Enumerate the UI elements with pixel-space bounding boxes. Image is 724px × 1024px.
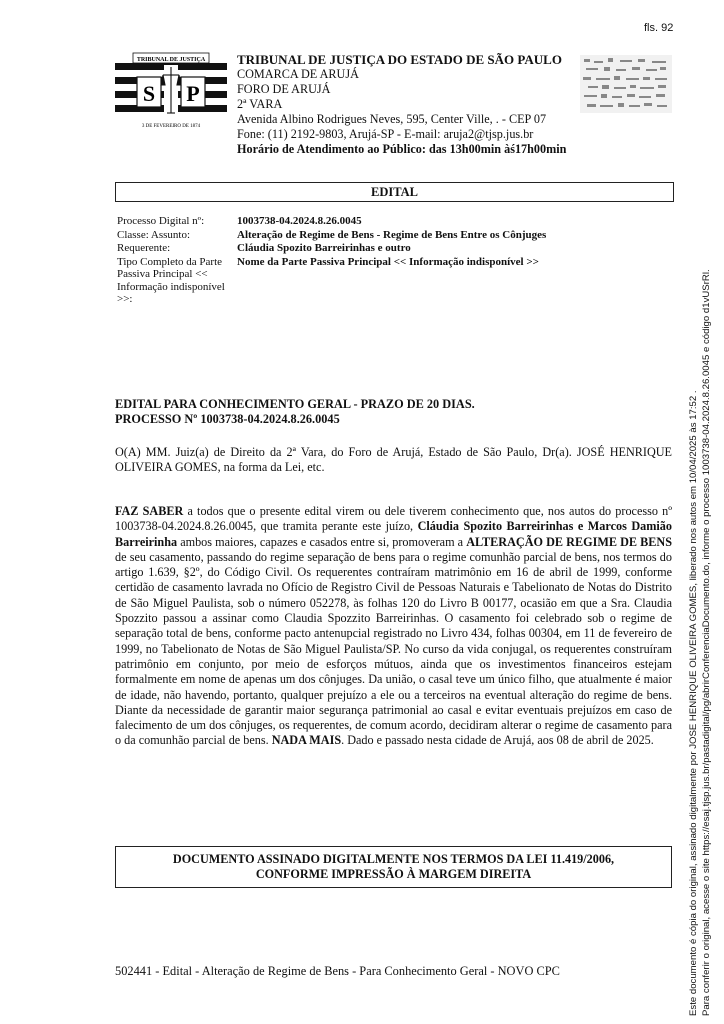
body-text-1: a todos que o presente edital virem ou dele tiverem conhecimento que, nos autos do processo nº 1003738-04.2024.8.26.0045, que tramita perante este juízo, bbox=[115, 504, 673, 534]
info-row bbox=[117, 229, 672, 242]
scales-icon bbox=[161, 65, 181, 115]
info-value: Alteração de Regime de Bens - Regime de Bens Entre os Cônjuges bbox=[237, 228, 547, 241]
seal-letter-s: S bbox=[142, 81, 156, 106]
seal-date: 3 DE FEVEREIRO DE 1874 bbox=[141, 124, 201, 129]
info-label: Processo Digital nº: bbox=[117, 215, 205, 227]
info-value: 1003738-04.2024.8.26.0045 bbox=[237, 215, 362, 227]
address: Avenida Albino Rodrigues Neves, 595, Center Ville, . - CEP 07 bbox=[237, 112, 547, 126]
info-row bbox=[117, 242, 672, 255]
court-name: TRIBUNAL DE JUSTIÇA DO ESTADO DE SÃO PAULO bbox=[237, 52, 562, 67]
court-header bbox=[237, 52, 617, 157]
info-value: Cláudia Spozito Barreirinhas e outro bbox=[237, 242, 411, 254]
faz-saber: FAZ SABER bbox=[115, 504, 184, 518]
body-text-3: de seu casamento, passando do regime separação de bens para o regime comunhão parcial de bens, nos termos do artigo 1.639, §2º, do Código Civil. Os requerentes contraíram matrimônio em 16 de abril de 1999, conforme certidão de casamento lavrada no Ofício de Registro Civil de Pessoas Naturais e Tabelionato de Notas do Distrito de São Miguel Paulista, sob o número 052278, às folhas 120 do Livro B 00177, ocasião em que a Sra. Claudia Spozzito passou a assinar como Claudia Spozzito Barreirinhas. O casamento foi celebrado sob o regime de separação total de bens, conforme pacto antenupcial registrado no Livro 434, folhas 00304, em 11 de fevereiro de 1999, no Tabelionato de Notas de São Miguel Paulista/SP. No curso da vida conjugal, os requerentes construíram patrimônio em conjunto, por meio de esforços mútuos, ainda que os investimentos financeiros estejam formalmente em nome de apenas um dos cônjuges. Da união, o casal teve um único filho, que atualmente é maior de idade, não havendo, portanto, qualquer prejuízo a ele ou a terceiros na eventual alteração do regime de bens. Diante da necessidade de garantir maior segurança patrimonial ao casal e evitar eventuais prejuízos em caso de falecimento de um dos cônjuges, os requerentes, de comum acordo, decidiram alterar o regime de casamento para o da comunhão parcial de bens. bbox=[115, 549, 672, 748]
qr-code-icon bbox=[580, 55, 672, 113]
body-text-2: ambos maiores, capazes e casados entre si, promoveram a bbox=[177, 534, 467, 549]
heading-line-2: PROCESSO Nº 1003738-04.2024.8.26.0045 bbox=[115, 412, 340, 426]
foro: FORO DE ARUJÁ bbox=[237, 82, 331, 96]
side-note-line-2: Para conferir o original, acesse o site https://esaj.tjsp.jus.br/pastadigital/pg/abrirConferenciaDocumento.do, informe o processo 1003738-04.2024.8.26.0045 e código d1vUSrRl. bbox=[700, 269, 712, 1016]
body-text-4: . Dado e passado nesta cidade de Arujá, aos 08 de abril de 2025. bbox=[341, 733, 654, 748]
page-number: fls. 92 bbox=[644, 22, 674, 34]
edital-title: EDITAL bbox=[115, 182, 674, 202]
info-row bbox=[117, 215, 672, 228]
seal-banner-text: TRIBUNAL DE JUSTIÇA bbox=[136, 57, 206, 63]
office-hours: Horário de Atendimento ao Público: das 13h00min àś17h00min bbox=[237, 142, 567, 156]
side-note-line-1: Este documento é cópia do original, assinado digitalmente por JOSE HENRIQUE OLIVEIRA GOMES, liberado nos autos em 10/04/2025 às 17:52 . bbox=[688, 390, 699, 1016]
document-footer: 502441 - Edital - Alteração de Regime de Bens - Para Conhecimento Geral - NOVO CPC bbox=[115, 964, 560, 978]
heading-line-1: EDITAL PARA CONHECIMENTO GERAL - PRAZO DE 20 DIAS. bbox=[115, 397, 475, 411]
info-row bbox=[117, 256, 672, 306]
intro-paragraph: O(A) MM. Juiz(a) de Direito da 2ª Vara, do Foro de Arujá, Estado de São Paulo, Dr(a). JOSÉ HENRIQUE OLIVEIRA GOMES, na forma da Lei, etc. bbox=[115, 445, 672, 475]
info-label: Classe: Assunto: bbox=[117, 228, 191, 241]
info-value: Nome da Parte Passiva Principal << Informação indisponível >> bbox=[237, 255, 539, 268]
digital-signature-notice bbox=[115, 846, 672, 888]
requerentes-names: Cláudia Spozito Barreirinhas e Marcos Damião Barreirinha bbox=[115, 519, 672, 549]
signature-line-1: DOCUMENTO ASSINADO DIGITALMENTE NOS TERMOS DA LEI 11.419/2006, bbox=[172, 852, 615, 866]
side-verification-note bbox=[688, 136, 713, 1016]
alteracao-regime: ALTERAÇÃO DE REGIME DE BENS bbox=[466, 534, 672, 549]
comarca: COMARCA DE ARUJÁ bbox=[237, 67, 359, 81]
seal-letter-p: P bbox=[186, 81, 200, 106]
nada-mais: NADA MAIS bbox=[271, 733, 342, 748]
vara: 2ª VARA bbox=[237, 97, 283, 111]
process-info bbox=[117, 215, 672, 307]
contact: Fone: (11) 2192-9803, Arujá-SP - E-mail: aruja2@tjsp.jus.br bbox=[237, 127, 534, 141]
signature-line-2: CONFORME IMPRESSÃO À MARGEM DIREITA bbox=[255, 867, 532, 881]
body-paragraph bbox=[115, 504, 672, 749]
court-seal-logo bbox=[115, 47, 227, 135]
info-label: Tipo Completo da Parte Passiva Principal << Informação indisponível >>: bbox=[117, 255, 225, 305]
edital-heading bbox=[115, 397, 672, 427]
info-label: Requerente: bbox=[117, 242, 171, 254]
